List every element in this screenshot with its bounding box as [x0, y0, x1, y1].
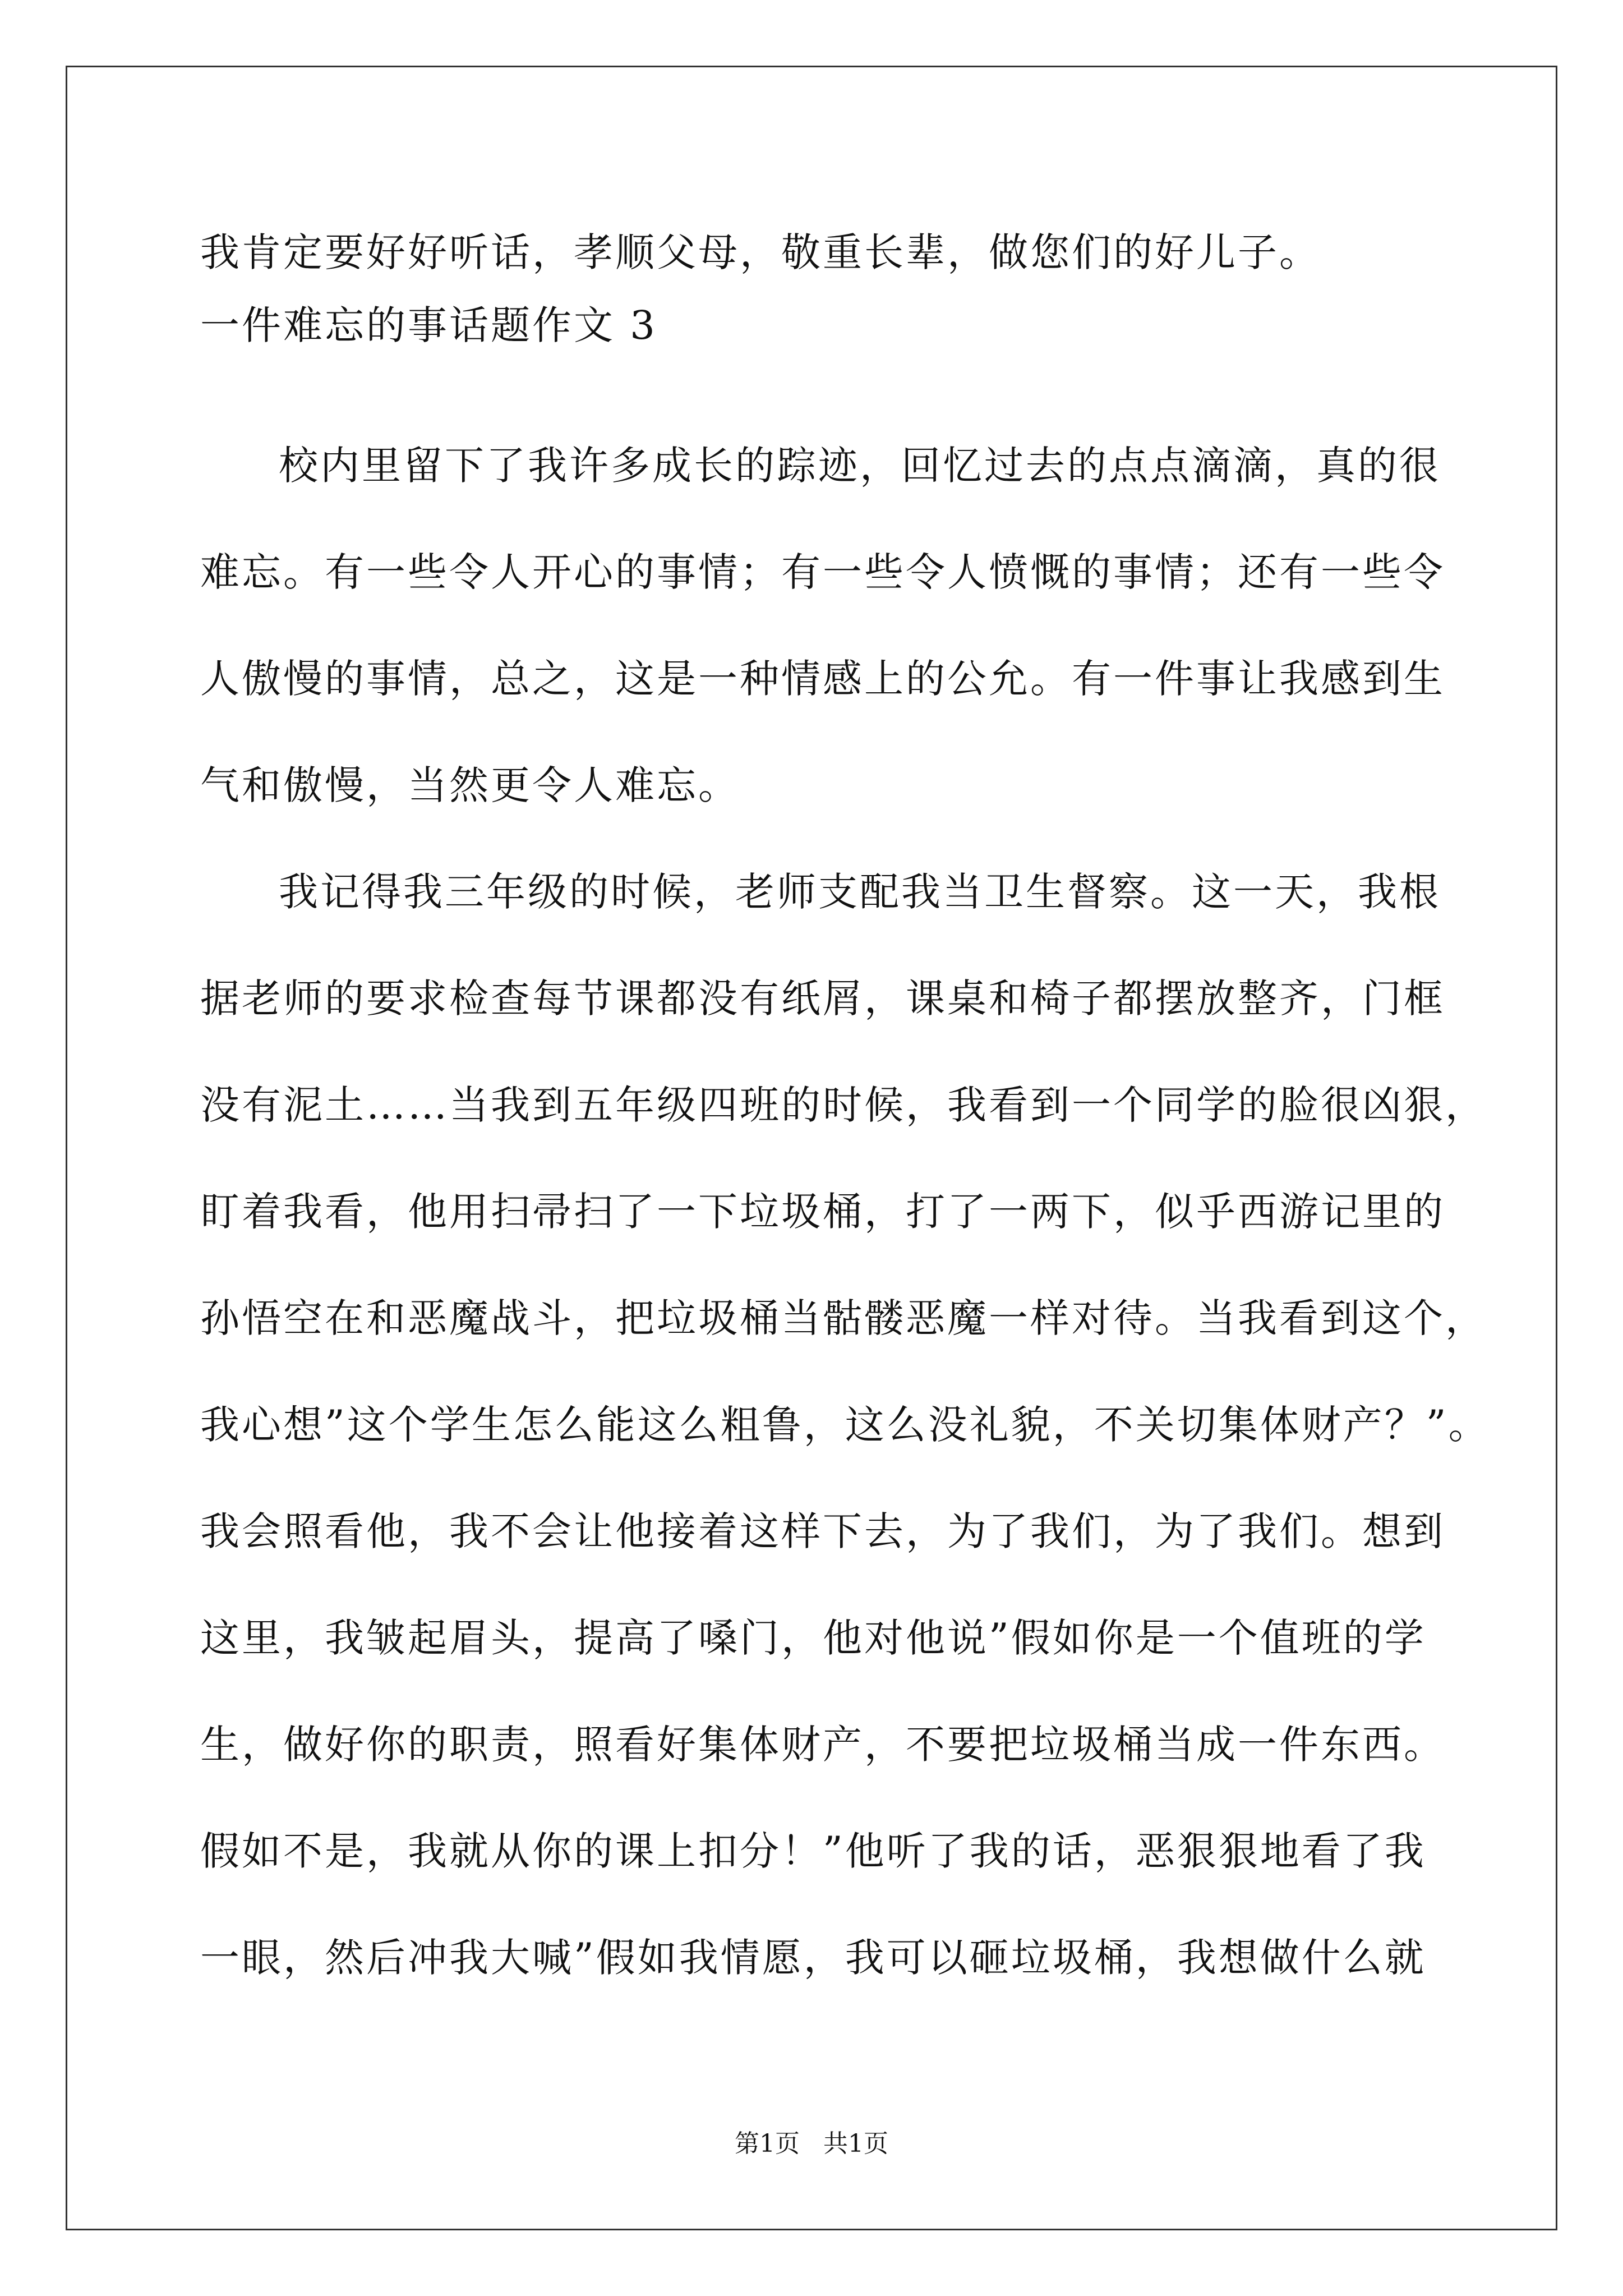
text-line: 我心想”这个学生怎么能这么粗鲁，这么没礼貌，不关切集体财产？”。	[200, 1402, 1490, 1448]
text-line: 孙悟空在和恶魔战斗，把垃圾桶当骷髅恶魔一样对待。当我看到这个，	[200, 1295, 1487, 1341]
text-line: 假如不是，我就从你的课上扣分！”他听了我的话，恶狠狠地看了我	[200, 1828, 1426, 1874]
page-footer: 第1页 共1页	[735, 2129, 888, 2158]
text-line: 盯着我看，他用扫帚扫了一下垃圾桶，打了一两下，似乎西游记里的	[200, 1189, 1445, 1235]
text-line: 我肯定要好好听话，孝顺父母，敬重长辈，做您们的好儿子。	[200, 229, 1321, 275]
text-line: 这里，我皱起眉头，提高了嗓门，他对他说”假如你是一个值班的学	[200, 1615, 1426, 1661]
text-line: 生，做好你的职责，照看好集体财产，不要把垃圾桶当成一件东西。	[200, 1722, 1445, 1768]
text-line: 据老师的要求检查每节课都没有纸屑，课桌和椅子都摆放整齐，门框	[200, 976, 1445, 1022]
text-line: 我记得我三年级的时候，老师支配我当卫生督察。这一天，我根	[279, 869, 1441, 915]
text-line: 我会照看他，我不会让他接着这样下去，为了我们，为了我们。想到	[200, 1508, 1445, 1554]
text-line: 校内里留下了我许多成长的踪迹，回忆过去的点点滴滴，真的很	[279, 443, 1441, 489]
text-line: 人傲慢的事情，总之，这是一种情感上的公允。有一件事让我感到生	[200, 656, 1445, 702]
text-line: 一眼，然后冲我大喊”假如我情愿，我可以砸垃圾桶，我想做什么就	[200, 1935, 1426, 1981]
page-border	[66, 66, 1557, 2230]
text-line: 难忘。有一些令人开心的事情；有一些令人愤慨的事情；还有一些令	[200, 549, 1445, 595]
text-line: 没有泥土……当我到五年级四班的时候，我看到一个同学的脸很凶狠，	[200, 1082, 1487, 1128]
section-heading: 一件难忘的事话题作文 3	[200, 302, 657, 348]
text-line: 气和傲慢，当然更令人难忘。	[200, 762, 740, 808]
